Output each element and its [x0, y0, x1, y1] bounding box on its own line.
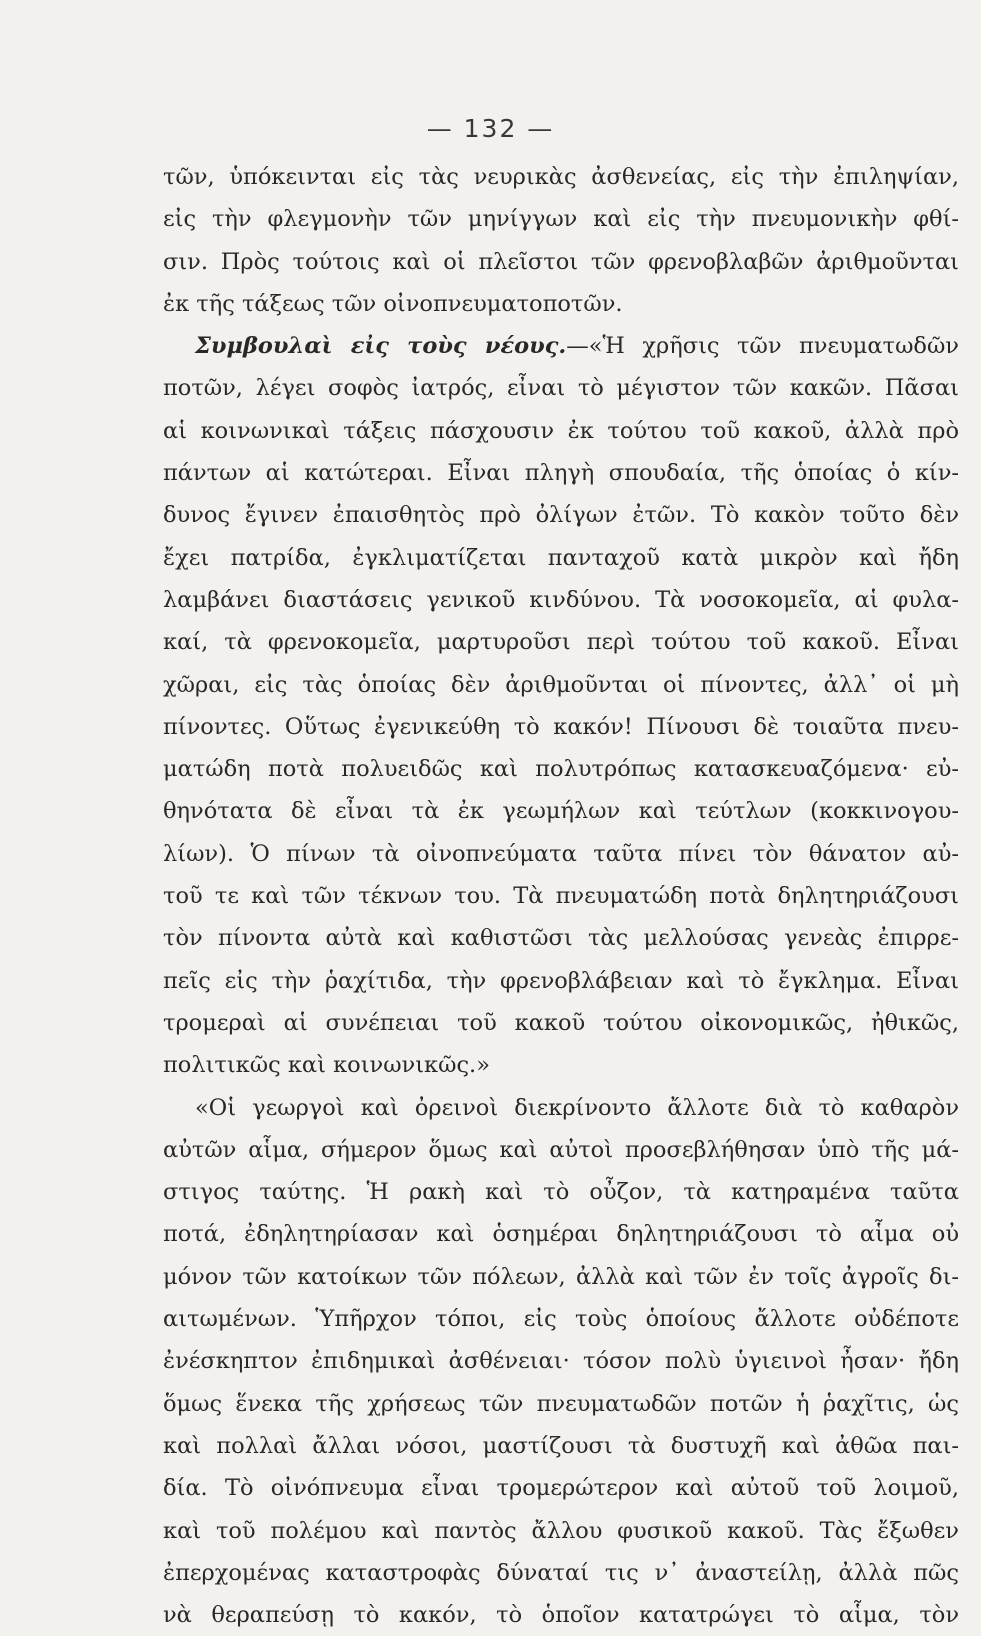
- line-text: αὐτῶν αἷμα, σήμερον ὅμως καὶ αὐτοὶ προσεβλήθησαν ὑπὸ τῆς μά-: [163, 1136, 959, 1163]
- line-text: τὸν πίνοντα αὐτὰ καὶ καθιστῶσι τὰς μελλούσας γενεὰς ἐπιρρε-: [163, 925, 959, 952]
- text-line: [163, 537, 959, 579]
- text-line: [163, 706, 959, 748]
- line-text: λίων). Ὁ πίνων τὰ οἰνοπνεύματα ταῦτα πίνει τὸν θάνατον αὐ-: [163, 840, 959, 867]
- line-text: —«Ἡ χρῆσις τῶν πνευματωδῶν: [566, 333, 959, 360]
- text-line: [163, 1044, 959, 1086]
- text-line: [163, 241, 959, 283]
- text-line: [163, 1383, 959, 1425]
- section-heading: Συμβουλαὶ εἰς τοὺς νέους.: [195, 333, 567, 360]
- line-text: ποτῶν, λέγει σοφὸς ἰατρός, εἶναι τὸ μέγιστον τῶν κακῶν. Πᾶσαι: [163, 375, 959, 402]
- line-text: πίνοντες. Οὕτως ἐγενικεύθη τὸ κακόν! Πίνουσι δὲ τοιαῦτα πνευ-: [163, 713, 959, 740]
- text-line: [163, 1002, 959, 1044]
- line-text: νὰ θεραπεύσῃ τὸ κακόν, τὸ ὁποῖον κατατρώγει τὸ αἷμα, τὸν: [163, 1602, 959, 1629]
- line-text: λαμβάνει διαστάσεις γενικοῦ κινδύνου. Τὰ νοσοκομεῖα, αἱ φυλα-: [163, 586, 959, 613]
- text-line: [163, 748, 959, 790]
- line-text: χῶραι, εἰς τὰς ὁποίας δὲν ἀριθμοῦνται οἱ πίνοντες, ἀλλ᾽ οἱ μὴ: [163, 671, 959, 698]
- text-line: [163, 452, 959, 494]
- text-line: [163, 1425, 959, 1467]
- line-text: ποτά, ἐδηλητηρίασαν καὶ ὁσημέραι δηλητηριάζουσι τὸ αἷμα οὐ: [163, 1221, 959, 1248]
- text-line: [163, 1298, 959, 1340]
- text-line: [163, 1510, 959, 1552]
- text-line: [163, 367, 959, 409]
- line-text: πάντων αἱ κατώτεραι. Εἶναι πληγὴ σπουδαία, τῆς ὁποίας ὁ κίν-: [163, 460, 959, 487]
- text-line: [163, 621, 959, 663]
- line-text: πεῖς εἰς τὴν ῥαχίτιδα, τὴν φρενοβλάβειαν καὶ τὸ ἔγκλημα. Εἶναι: [163, 967, 959, 994]
- text-line: [163, 1552, 959, 1594]
- text-line: [163, 875, 959, 917]
- text-line: [163, 833, 959, 875]
- line-text: καί, τὰ φρενοκομεῖα, μαρτυροῦσι περὶ τούτου τοῦ κακοῦ. Εἶναι: [163, 629, 959, 656]
- line-text: εἰς τὴν φλεγμονὴν τῶν μηνίγγων καὶ εἰς τὴν πνευμονικὴν φθί-: [163, 206, 959, 233]
- line-text: καὶ τοῦ πολέμου καὶ παντὸς ἄλλου φυσικοῦ κακοῦ. Τὰς ἔξωθεν: [163, 1517, 959, 1544]
- text-line: [163, 1256, 959, 1298]
- text-line: [163, 1087, 959, 1129]
- page-number: — 132 —: [426, 114, 555, 143]
- body-text: [163, 156, 959, 1636]
- line-text: ἐνέσκηπτον ἐπιδημικαὶ ἀσθένειαι· τόσον πολὺ ὑγιεινοὶ ἦσαν· ἤδη: [163, 1348, 959, 1375]
- text-line: [163, 1594, 959, 1636]
- text-line: [163, 1467, 959, 1509]
- text-line: [163, 917, 959, 959]
- line-text: ἔχει πατρίδα, ἐγκλιματίζεται πανταχοῦ κατὰ μικρὸν καὶ ἤδη: [163, 544, 959, 571]
- line-text: ἐκ τῆς τάξεως τῶν οἰνοπνευματοποτῶν.: [163, 290, 623, 317]
- line-text: δία. Τὸ οἰνόπνευμα εἶναι τρομερώτερον καὶ αὐτοῦ τοῦ λοιμοῦ,: [163, 1475, 959, 1502]
- line-text: τῶν, ὑπόκεινται εἰς τὰς νευρικὰς ἀσθενείας, εἰς τὴν ἐπιληψίαν,: [163, 164, 959, 190]
- text-line: [163, 325, 959, 367]
- text-line: [163, 494, 959, 536]
- text-line: [163, 1340, 959, 1382]
- text-line: [163, 410, 959, 452]
- line-text: θηνότατα δὲ εἶναι τὰ ἐκ γεωμήλων καὶ τεύτλων (κοκκινογου-: [163, 798, 959, 825]
- text-line: [163, 1129, 959, 1171]
- line-text: τρομεραὶ αἱ συνέπειαι τοῦ κακοῦ τούτου οἰκονομικῶς, ἠθικῶς,: [163, 1009, 959, 1036]
- text-line: [163, 1171, 959, 1213]
- line-text: πολιτικῶς καὶ κοινωνικῶς.»: [163, 1052, 490, 1079]
- text-line: [163, 664, 959, 706]
- line-text: «Οἱ γεωργοὶ καὶ ὀρεινοὶ διεκρίνοντο ἄλλοτε διὰ τὸ καθαρὸν: [195, 1094, 959, 1121]
- line-text: αιτωμένων. Ὑπῆρχον τόποι, εἰς τοὺς ὁποίους ἄλλοτε οὐδέποτε: [163, 1306, 959, 1333]
- line-text: στιγος ταύτης. Ἡ ρακὴ καὶ τὸ οὖζον, τὰ κατηραμένα ταῦτα: [163, 1179, 959, 1206]
- line-text: καὶ πολλαὶ ἄλλαι νόσοι, μαστίζουσι τὰ δυστυχῆ καὶ ἀθῶα παι-: [163, 1432, 959, 1459]
- line-text: ματώδη ποτὰ πολυειδῶς καὶ πολυτρόπως κατασκευαζόμενα· εὐ-: [163, 756, 959, 783]
- text-line: [163, 1213, 959, 1255]
- line-text: ὅμως ἕνεκα τῆς χρήσεως τῶν πνευματωδῶν ποτῶν ἡ ῥαχῖτις, ὡς: [163, 1390, 959, 1417]
- line-text: ἐπερχομένας καταστροφὰς δύναταί τις ν᾽ ἀναστείλῃ, ἀλλὰ πῶς: [163, 1559, 959, 1586]
- text-line: [163, 579, 959, 621]
- line-text: τοῦ τε καὶ τῶν τέκνων του. Τὰ πνευματώδη ποτὰ δηλητηριάζουσι: [163, 883, 959, 910]
- text-line: [163, 283, 959, 325]
- text-line: [163, 790, 959, 832]
- line-text: αἱ κοινωνικαὶ τάξεις πάσχουσιν ἐκ τούτου τοῦ κακοῦ, ἀλλὰ πρὸ: [163, 417, 959, 444]
- line-text: μόνον τῶν κατοίκων τῶν πόλεων, ἀλλὰ καὶ τῶν ἐν τοῖς ἀγροῖς δι-: [163, 1263, 959, 1290]
- line-text: δυνος ἔγινεν ἐπαισθητὸς πρὸ ὀλίγων ἐτῶν. Τὸ κακὸν τοῦτο δὲν: [163, 502, 959, 529]
- text-line: [163, 960, 959, 1002]
- text-line: [163, 156, 959, 198]
- line-text: σιν. Πρὸς τούτοις καὶ οἱ πλεῖστοι τῶν φρενοβλαβῶν ἀριθμοῦνται: [163, 248, 959, 275]
- text-line: [163, 198, 959, 240]
